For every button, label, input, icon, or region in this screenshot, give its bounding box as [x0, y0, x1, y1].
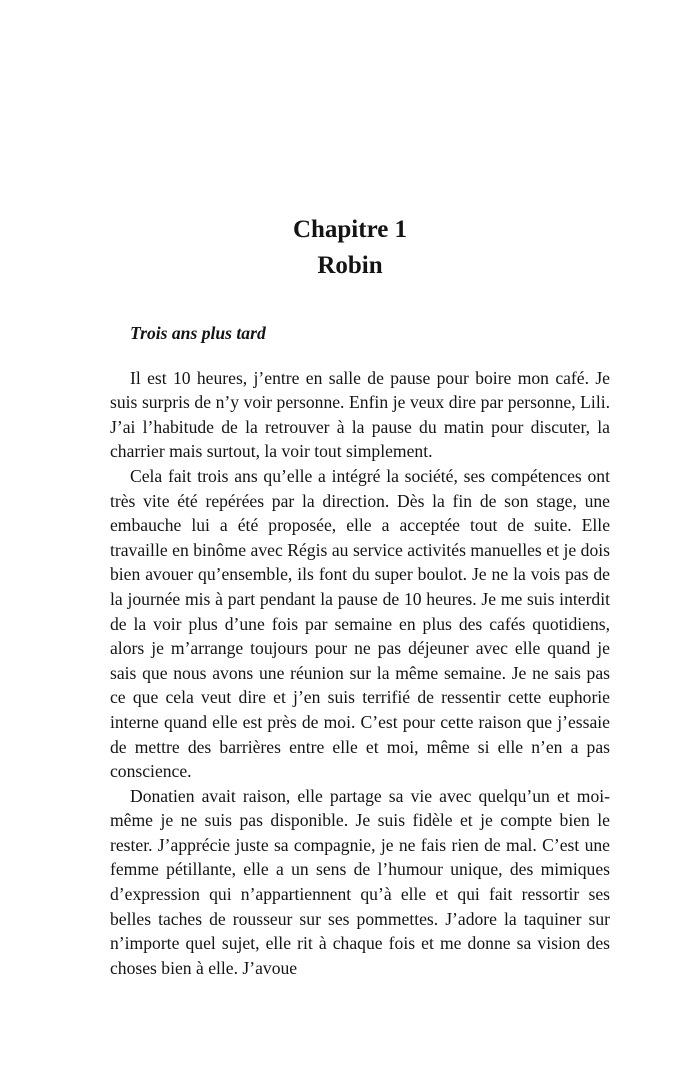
paragraph: Il est 10 heures, j’entre en salle de pause pour boire mon café. Je suis surpris de n’y voir personne. Enfin je veux dire par personne, Lili. J’ai l’habitude de la retrouver à la pause du matin pour discuter, la charrier mais surtout, la voir tout simplement. [110, 367, 610, 462]
paragraph: Cela fait trois ans qu’elle a intégré la société, ses compétences ont très vite été repérées par la direction. Dès la fin de son stage, une embauche lui a été proposée, elle a acceptée tout de suite. Elle travaille en binôme avec Régis au service activités manuelles et je dois bien avouer qu’ensemble, ils font du super boulot. Je ne la vois pas de la journée mis à part pendant la pause de 10 heures. Je me suis interdit de la voir plus d’une fois par semaine en plus des cafés quotidiens, alors je m’arrange toujours pour ne pas déjeuner avec elle quand je sais que nous avons une réunion sur la même semaine. Je ne sais pas ce que cela veut dire et j’en suis terrifié de ressentir cette euphorie interne quand elle est près de moi. C’est pour cette raison que j’essaie de mettre des barrières entre elle et moi, même si elle n’en a pas conscience. [110, 465, 610, 782]
chapter-title: Robin [317, 252, 383, 279]
section-subtitle: Trois ans plus tard [130, 323, 266, 343]
paragraph: Donatien avait raison, elle partage sa vie avec quelqu’un et moi-même je ne suis pas disponible. Je suis fidèle et je compte bien le rester. J’apprécie juste sa compagnie, je ne fais rien de mal. C’est une femme pétillante, elle a un sens de l’humour unique, des mimiques d’expression qui n’appartiennent qu’à elle et qui fait ressortir ses belles taches de rousseur sur ses pommettes. J’adore la taquiner sur n’importe quel sujet, elle rit à chaque fois et me donne sa vision des choses bien à elle. J’avoue [110, 785, 610, 978]
chapter-body [110, 321, 610, 980]
chapter-heading [0, 212, 700, 284]
chapter-number: Chapitre 1 [292, 216, 408, 243]
